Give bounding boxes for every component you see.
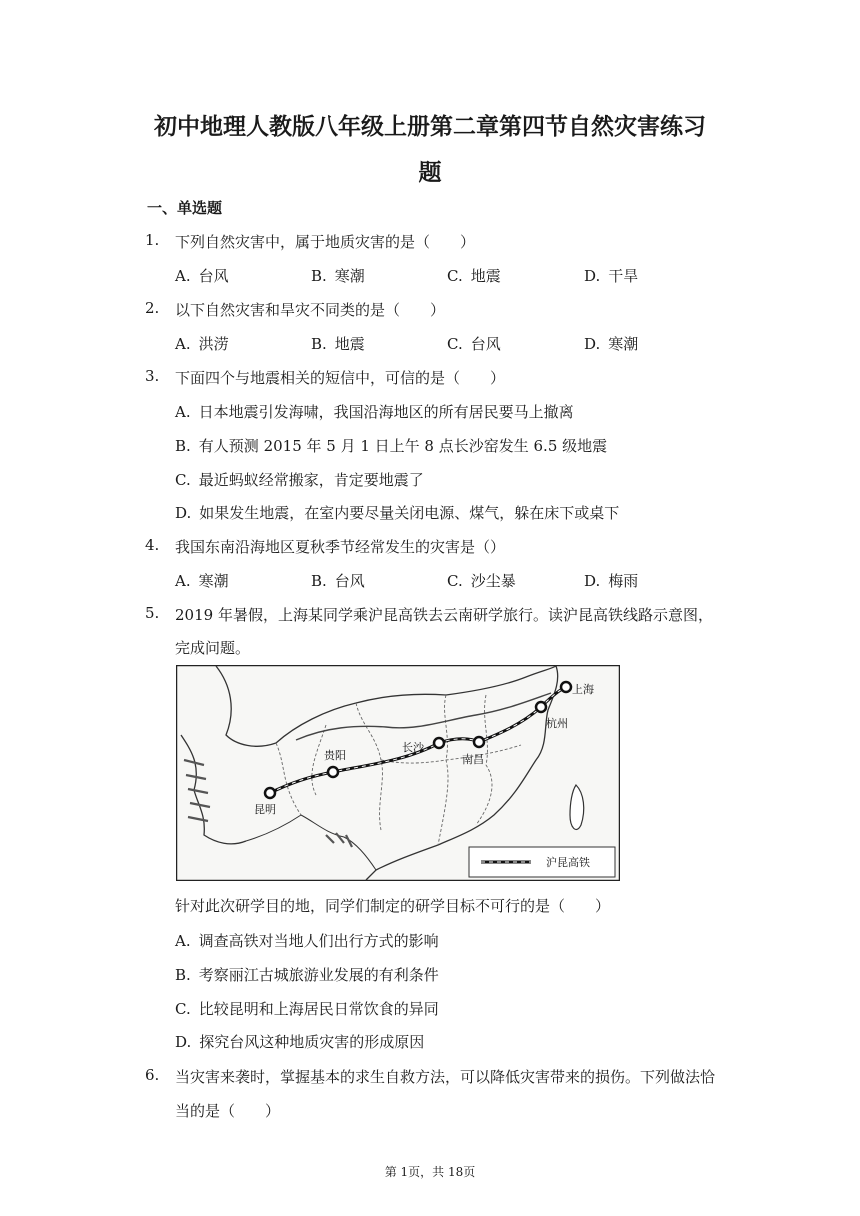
question-text: 下列自然灾害中，属于地质灾害的是（ ） bbox=[175, 233, 476, 251]
option-b: B. 寒潮 bbox=[311, 267, 365, 285]
page-title-line1: 初中地理人教版八年级上册第二章第四节自然灾害练习 bbox=[154, 114, 706, 140]
question-text: 以下自然灾害和旱灾不同类的是（ ） bbox=[175, 301, 446, 319]
sub-question-text: 针对此次研学目的地，同学们制定的研学目标不可行的是（ ） bbox=[175, 897, 611, 915]
section-heading: 一、单选题 bbox=[147, 199, 223, 217]
question-number: 2. bbox=[145, 299, 160, 317]
option-a: A. 洪涝 bbox=[175, 335, 229, 353]
question-number: 3. bbox=[145, 367, 160, 385]
question-number: 1. bbox=[145, 231, 160, 249]
question-text-continued: 完成问题。 bbox=[175, 639, 251, 657]
legend-label: 沪昆高铁 bbox=[546, 856, 590, 869]
question-text: 下面四个与地震相关的短信中，可信的是（ ） bbox=[175, 369, 506, 387]
option-b: B. 地震 bbox=[311, 335, 365, 353]
option-d: D. 如果发生地震，在室内要尽量关闭电源、煤气，躲在床下或桌下 bbox=[175, 504, 620, 522]
question-number: 4. bbox=[145, 536, 160, 554]
option-d: D. 干旱 bbox=[584, 267, 639, 285]
option-d: D. 寒潮 bbox=[584, 335, 639, 353]
option-c: C. 沙尘暴 bbox=[447, 572, 516, 590]
option-b: B. 台风 bbox=[311, 572, 365, 590]
option-c: C. 地震 bbox=[447, 267, 501, 285]
option-c: C. 比较昆明和上海居民日常饮食的异同 bbox=[175, 1000, 439, 1018]
question-text: 2019 年暑假，上海某同学乘沪昆高铁去云南研学旅行。读沪昆高铁线路示意图， bbox=[175, 606, 713, 624]
option-a: A. 日本地震引发海啸，我国沿海地区的所有居民要马上撤离 bbox=[175, 403, 574, 421]
option-c: C. 最近蚂蚁经常搬家，肯定要地震了 bbox=[175, 471, 424, 489]
question-number: 5. bbox=[145, 604, 160, 622]
option-d: D. 梅雨 bbox=[584, 572, 639, 590]
city-label-hangzhou: 杭州 bbox=[546, 717, 568, 730]
city-label-nanchang: 南昌 bbox=[462, 753, 484, 766]
city-label-changsha: 长沙 bbox=[402, 741, 424, 754]
option-b: B. 考察丽江古城旅游业发展的有利条件 bbox=[175, 966, 439, 984]
question-text: 当灾害来袭时，掌握基本的求生自救方法，可以降低灾害带来的损伤。下列做法恰 bbox=[175, 1068, 716, 1086]
question-text: 我国东南沿海地区夏秋季节经常发生的灾害是（） bbox=[175, 538, 506, 556]
question-number: 6. bbox=[145, 1066, 160, 1084]
rail-route-map bbox=[176, 665, 620, 881]
option-a: A. 寒潮 bbox=[175, 572, 229, 590]
page-title-line2: 题 bbox=[418, 160, 442, 186]
city-label-kunming: 昆明 bbox=[254, 803, 276, 816]
option-a: A. 调查高铁对当地人们出行方式的影响 bbox=[175, 932, 439, 950]
page-footer: 第 1页，共 18页 bbox=[384, 1165, 476, 1179]
option-d: D. 探究台风这种地质灾害的形成原因 bbox=[175, 1033, 425, 1051]
city-label-guiyang: 贵阳 bbox=[324, 749, 346, 762]
option-a: A. 台风 bbox=[175, 267, 229, 285]
option-b: B. 有人预测 2015 年 5 月 1 日上午 8 点长沙窑发生 6.5 级地震 bbox=[175, 437, 608, 455]
option-c: C. 台风 bbox=[447, 335, 501, 353]
question-text-continued: 当的是（ ） bbox=[175, 1102, 281, 1120]
city-label-shanghai: 上海 bbox=[572, 683, 594, 696]
